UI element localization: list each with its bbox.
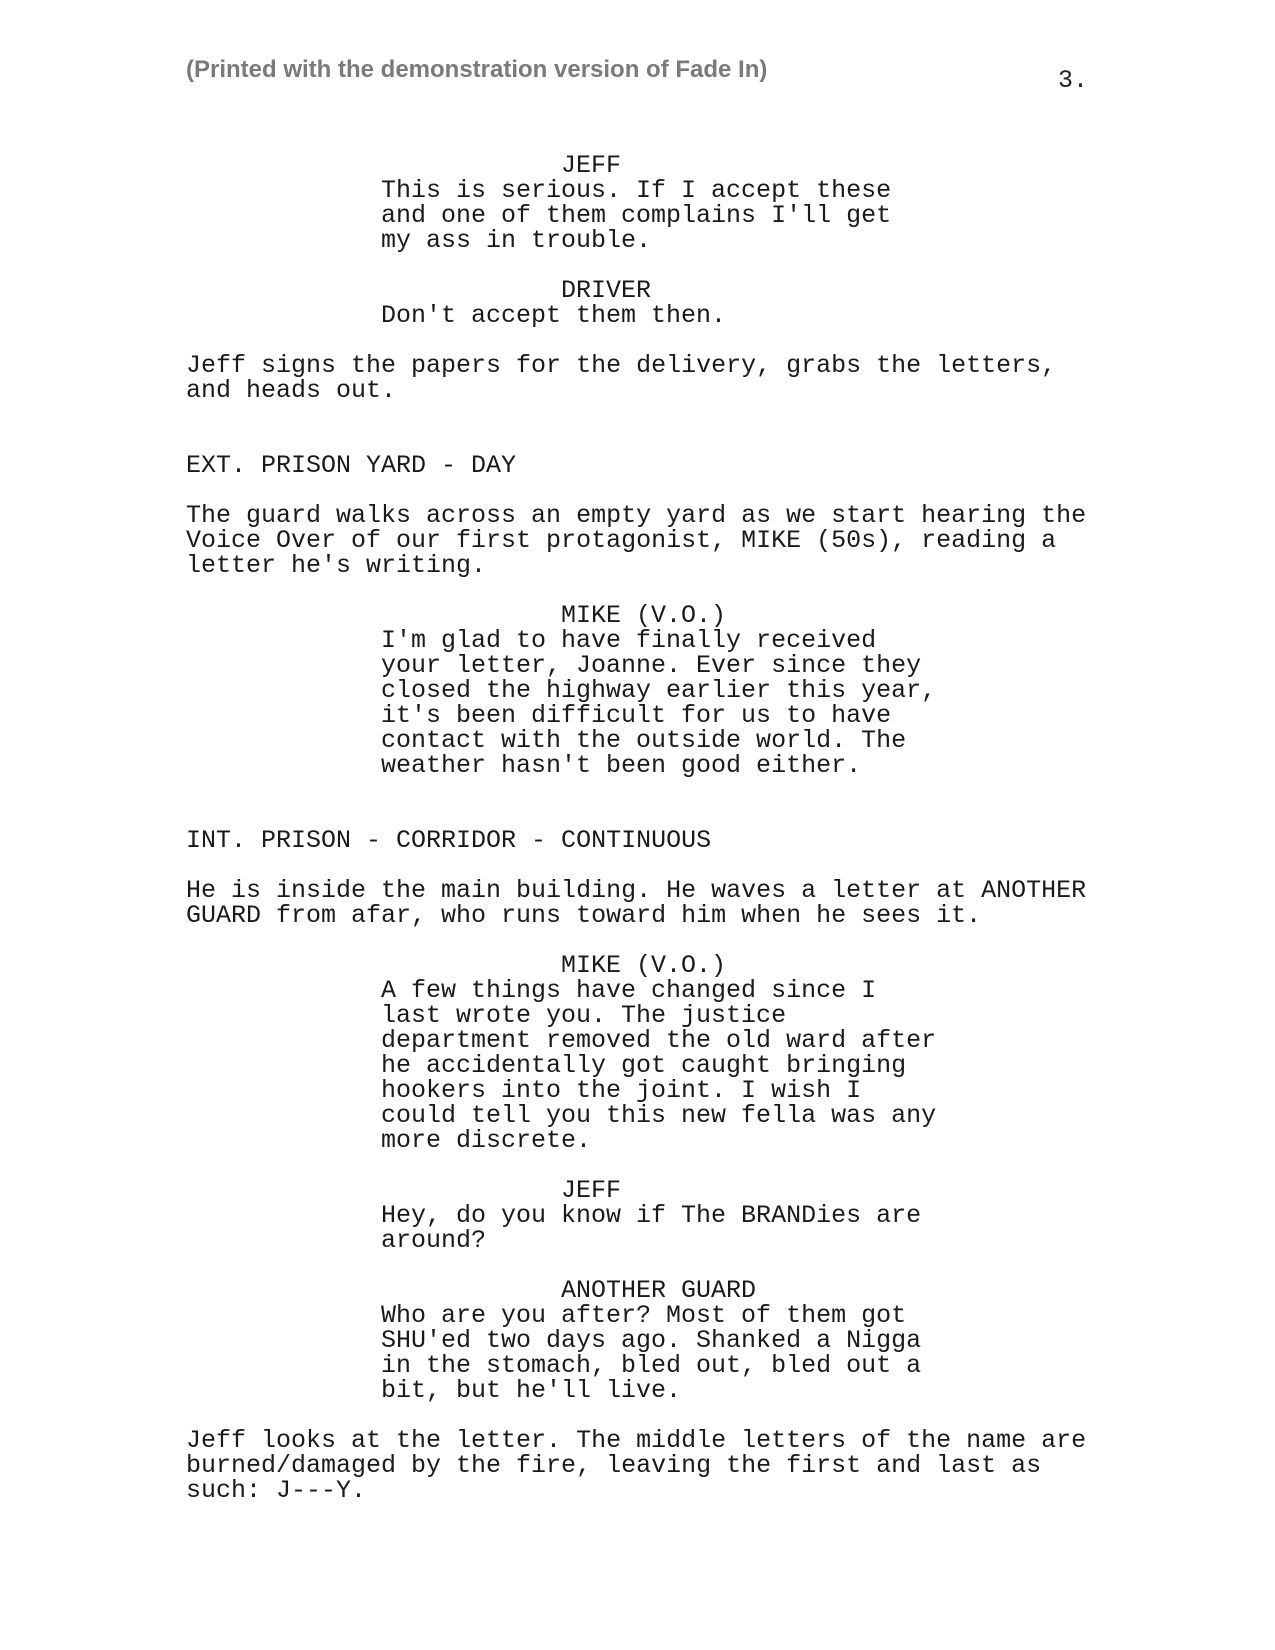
- dialogue-block-another-guard: [381, 1278, 1106, 1403]
- action-paragraph: He is inside the main building. He waves a letter at ANOTHER GUARD from afar, who runs toward him when he sees it.: [186, 876, 1087, 930]
- character-name: DRIVER: [561, 276, 652, 305]
- dialogue-text: Hey, do you know if The BRANDies are around?: [381, 1201, 922, 1255]
- character-name: JEFF: [561, 151, 622, 180]
- dialogue-block-mike-1: [381, 603, 1106, 778]
- dialogue-text: This is serious. If I accept these and one of them complains I'll get my ass in trouble.: [381, 176, 892, 255]
- action-paragraph: Jeff signs the papers for the delivery, grabs the letters, and heads out.: [186, 351, 1057, 405]
- dialogue-block-jeff-1: [381, 153, 1106, 253]
- scene-heading: EXT. PRISON YARD - DAY: [186, 451, 517, 480]
- screenplay-body: [186, 153, 1106, 1503]
- dialogue-text: Don't accept them then.: [381, 301, 727, 330]
- dialogue-text: I'm glad to have finally received your letter, Joanne. Ever since they closed the highway earlier this year, it's been difficult for us to have contact with the outside world. The weather hasn't been good either.: [381, 626, 937, 780]
- character-name: MIKE (V.O.): [561, 601, 727, 630]
- dialogue-block-mike-2: [381, 953, 1106, 1153]
- demo-watermark-header: (Printed with the demonstration version of Fade In): [186, 56, 768, 83]
- character-name: JEFF: [561, 1176, 622, 1205]
- dialogue-block-jeff-2: [381, 1178, 1106, 1253]
- character-name: ANOTHER GUARD: [561, 1276, 757, 1305]
- dialogue-text: A few things have changed since I last wrote you. The justice department removed the old ward after he accidentally got caught bringing hookers into the joint. I wish I could tell you this new fella was any more discrete.: [381, 976, 937, 1155]
- dialogue-text: Who are you after? Most of them got SHU'ed two days ago. Shanked a Nigga in the stomach, bled out, bled out a bit, but he'll live.: [381, 1301, 922, 1405]
- scene-heading: INT. PRISON - CORRIDOR - CONTINUOUS: [186, 826, 712, 855]
- page-number: 3.: [1058, 66, 1089, 95]
- action-paragraph: The guard walks across an empty yard as we start hearing the Voice Over of our first protagonist, MIKE (50s), reading a letter he's writing.: [186, 501, 1087, 580]
- character-name: MIKE (V.O.): [561, 951, 727, 980]
- dialogue-block-driver: [381, 278, 1106, 328]
- action-paragraph: Jeff looks at the letter. The middle letters of the name are burned/damaged by the fire, leaving the first and last as such: J---Y.: [186, 1426, 1087, 1505]
